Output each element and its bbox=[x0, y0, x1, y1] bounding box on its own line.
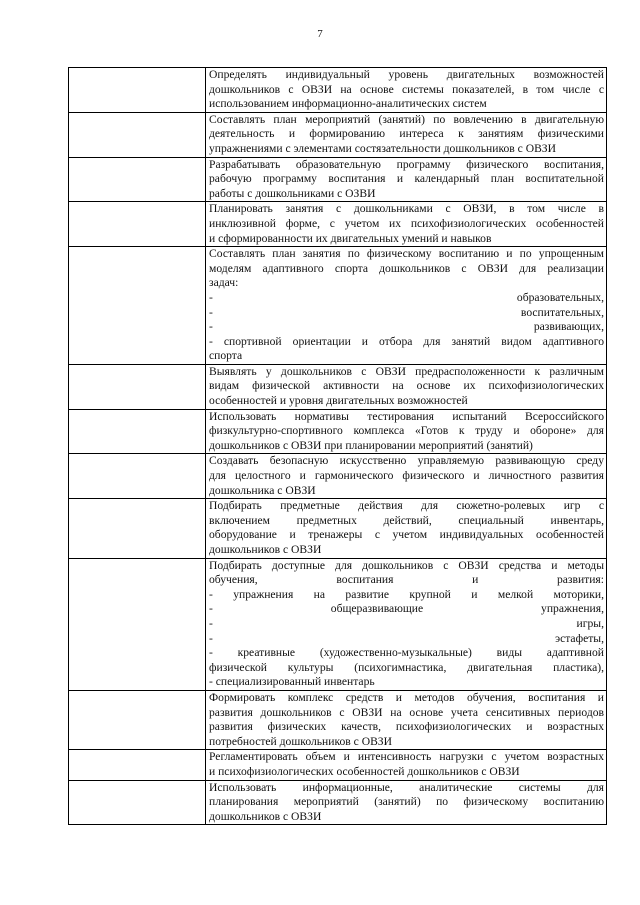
skills-table bbox=[68, 67, 607, 825]
skill-text-line: Регламентировать объем и интенсивность нагрузки с учетом возрастных bbox=[209, 750, 604, 764]
skill-text-line: Составлять план занятия по физическому воспитанию и по упрощенным bbox=[209, 247, 604, 261]
skill-text-line: рабочую программу воспитания и календарный план воспитательной bbox=[209, 172, 604, 186]
skill-text-line: развития физических качеств, психофизиологических и возрастных bbox=[209, 720, 604, 734]
skill-text-line: - упражнения на развитие крупной и мелкой моторики, bbox=[209, 587, 604, 601]
skill-text-line: дошкольников с ОВЗИ при планировании мероприятий (занятий) bbox=[209, 438, 533, 452]
skill-text-line: работы с дошкольниками с ОЗВИ bbox=[209, 186, 376, 200]
skill-cell bbox=[206, 499, 607, 558]
skill-text-line: планирования мероприятий (занятий) по физическому воспитанию bbox=[209, 795, 604, 809]
label-cell bbox=[69, 780, 206, 825]
skill-text-line: использованием информационно-аналитических систем bbox=[209, 97, 487, 111]
table-row bbox=[69, 202, 607, 247]
skill-text-line: - специализированный инвентарь bbox=[209, 675, 375, 689]
table-row bbox=[69, 68, 607, 113]
skill-text-line: особенностей и уровня двигательных возможностей bbox=[209, 394, 468, 408]
skill-cell bbox=[206, 247, 607, 365]
skill-text-line: дошкольников с ОВЗИ на основе системы показателей, в том числе с bbox=[209, 82, 604, 96]
skill-cell bbox=[206, 409, 607, 454]
skill-text-line: для целостного и гармонического физического и личностного развития bbox=[209, 469, 604, 483]
skill-text-line: дошкольников с ОВЗИ bbox=[209, 543, 322, 556]
skill-text-line: видам физической активности на основе их психофизиологических bbox=[209, 379, 604, 393]
skill-text-line: оборудование и тренажеры с учетом индивидуальных особенностей bbox=[209, 528, 604, 542]
skill-text-line: и психофизиологических особенностей дошкольников с ОВЗИ bbox=[209, 764, 520, 778]
table-row bbox=[69, 499, 607, 558]
skill-text-line: - общеразвивающие упражнения, bbox=[209, 602, 604, 616]
skill-text-line: Использовать нормативы тестирования испытаний Всероссийского bbox=[209, 409, 604, 423]
skill-text-line: Формировать комплекс средств и методов обучения, воспитания и bbox=[209, 690, 604, 704]
table-row bbox=[69, 157, 607, 202]
skill-cell bbox=[206, 157, 607, 202]
skill-text-line: Подбирать доступные для дошкольников с ОВЗИ средства и методы bbox=[209, 558, 604, 572]
label-cell bbox=[69, 157, 206, 202]
table-body bbox=[69, 68, 607, 825]
label-cell bbox=[69, 364, 206, 409]
skill-text-line: Определять индивидуальный уровень двигательных возможностей bbox=[209, 68, 604, 81]
skill-text-line: обучения, воспитания и развития: bbox=[209, 573, 604, 587]
table-row bbox=[69, 750, 607, 780]
skill-cell bbox=[206, 68, 607, 113]
skill-text-line: физкультурно-спортивного комплекса «Готов к труду и обороне» для bbox=[209, 424, 604, 438]
skill-cell bbox=[206, 364, 607, 409]
skill-text-line: Использовать информационные, аналитические системы для bbox=[209, 780, 604, 794]
page-number: 7 bbox=[317, 28, 323, 40]
skill-text-line: Составлять план мероприятий (занятий) по вовлечению в двигательную bbox=[209, 112, 604, 126]
label-cell bbox=[69, 202, 206, 247]
skill-text-line: дошкольников с ОВЗИ bbox=[209, 809, 322, 823]
label-cell bbox=[69, 68, 206, 113]
table-row bbox=[69, 780, 607, 825]
label-cell bbox=[69, 247, 206, 365]
skill-cell bbox=[206, 202, 607, 247]
table-row bbox=[69, 112, 607, 157]
skill-text-line: физической культуры (психогимнастика, двигательная пластика), bbox=[209, 660, 604, 674]
skill-cell bbox=[206, 690, 607, 749]
skill-cell bbox=[206, 750, 607, 780]
skill-text-line: - воспитательных, bbox=[209, 305, 604, 319]
skill-text-line: Подбирать предметные действия для сюжетно-ролевых игр с bbox=[209, 499, 604, 513]
skill-cell bbox=[206, 112, 607, 157]
label-cell bbox=[69, 690, 206, 749]
label-cell bbox=[69, 750, 206, 780]
skill-text-line: Разрабатывать образовательную программу физического воспитания, bbox=[209, 157, 604, 171]
skill-text-line: спорта bbox=[209, 349, 243, 363]
table-row bbox=[69, 247, 607, 365]
label-cell bbox=[69, 558, 206, 690]
skill-text-line: Планировать занятия с дошкольниками с ОВЗИ, в том числе в bbox=[209, 202, 604, 216]
skill-text-line: - игры, bbox=[209, 616, 604, 630]
table-row bbox=[69, 558, 607, 690]
table-row bbox=[69, 364, 607, 409]
skill-text-line: деятельность и формированию интереса к занятиям физическими bbox=[209, 127, 604, 141]
skill-cell bbox=[206, 558, 607, 690]
skill-text-line: развития дошкольников с ОВЗИ на основе учета сенситивных периодов bbox=[209, 705, 604, 719]
skill-text-line: - креативные (художественно-музыкальные) виды адаптивной bbox=[209, 646, 604, 660]
table-row bbox=[69, 454, 607, 499]
table-row bbox=[69, 409, 607, 454]
skill-text-line: Создавать безопасную искусственно управляемую развивающую среду bbox=[209, 454, 604, 468]
skill-cell bbox=[206, 780, 607, 825]
table-row bbox=[69, 690, 607, 749]
skill-text-line: - образовательных, bbox=[209, 290, 604, 304]
skill-text-line: - спортивной ориентации и отбора для занятий видом адаптивного bbox=[209, 334, 604, 348]
skill-text-line: потребностей дошкольников с ОВЗИ bbox=[209, 734, 392, 748]
label-cell bbox=[69, 409, 206, 454]
label-cell bbox=[69, 499, 206, 558]
label-cell bbox=[69, 454, 206, 499]
skill-text-line: моделям адаптивного спорта дошкольников с ОВЗИ для реализации bbox=[209, 261, 604, 275]
skill-text-line: и сформированности их двигательных умений и навыков bbox=[209, 231, 492, 245]
skill-text-line: - эстафеты, bbox=[209, 631, 604, 645]
label-cell bbox=[69, 112, 206, 157]
skill-text-line: Выявлять у дошкольников с ОВЗИ предрасположенности к различным bbox=[209, 364, 604, 378]
skill-text-line: - развивающих, bbox=[209, 320, 604, 334]
skill-text-line: дошкольника с ОВЗИ bbox=[209, 483, 316, 497]
skill-text-line: включением предметных действий, специальный инвентарь, bbox=[209, 513, 604, 527]
skill-text-line: упражнениями с элементами состязательности дошкольников с ОВЗИ bbox=[209, 141, 556, 155]
skill-cell bbox=[206, 454, 607, 499]
skill-text-line: задач: bbox=[209, 276, 239, 290]
skill-text-line: инклюзивной форме, с учетом их психофизиологических особенностей bbox=[209, 216, 604, 230]
